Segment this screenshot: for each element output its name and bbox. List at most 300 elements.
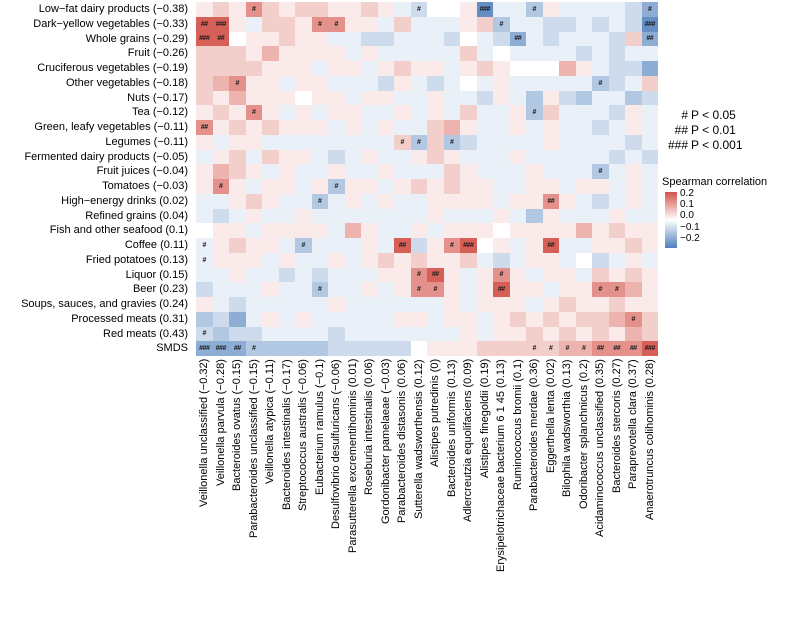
heatmap-cell [196,32,213,47]
heatmap-cell [196,223,213,238]
heatmap-cell [427,268,444,283]
heatmap-grid [196,2,658,356]
heatmap-cell [295,120,312,135]
colorbar-tick-labels [680,188,700,244]
heatmap-cell [279,120,296,135]
row-label: Coffee (0.11) [124,239,188,251]
heatmap-cell [526,268,543,283]
heatmap-cell [394,209,411,224]
heatmap-cell [559,253,576,268]
row-axis-labels [0,2,192,356]
heatmap-cell [625,282,642,297]
heatmap-cell [592,135,609,150]
heatmap-cell [510,61,527,76]
significance-mark: # [417,138,421,146]
row-label: Other vegetables (−0.18) [66,76,188,89]
heatmap-cell [246,76,263,91]
heatmap-cell [345,120,362,135]
heatmap-cell [460,223,477,238]
heatmap-cell [526,61,543,76]
heatmap-cell [213,341,230,356]
column-label: Alistipes finegoldii (0.19) [478,359,491,479]
heatmap-cell [196,297,213,312]
heatmap-cell [592,282,609,297]
row-label: High−energy drinks (0.02) [61,194,188,207]
heatmap-cell [609,135,626,150]
heatmap-cell [378,282,395,297]
heatmap-cell [642,238,659,253]
heatmap-cell [642,327,659,342]
column-label: Bacteroides ovatus (−0.15) [231,359,243,491]
heatmap-cell [361,76,378,91]
heatmap-cell [444,312,461,327]
colorbar-tick: 0.0 [680,210,694,222]
heatmap-cell [328,17,345,32]
heatmap-cell [609,179,626,194]
heatmap-cell [642,164,659,179]
heatmap-cell [543,2,560,17]
heatmap-cell [328,32,345,47]
row-label: Fish and other seafood (0.1) [49,224,188,237]
heatmap-cell [213,32,230,47]
heatmap-cell [345,46,362,61]
heatmap-cell [262,194,279,209]
heatmap-cell [526,135,543,150]
significance-mark: # [631,315,635,323]
heatmap-cell [444,268,461,283]
heatmap-cell [592,312,609,327]
heatmap-cell [246,135,263,150]
significance-mark: # [400,138,404,146]
column-label: Desulfovibrio desulfuricans (−0.06) [330,359,342,529]
row-label: Beer (0.23) [132,283,188,296]
heatmap-cell [526,46,543,61]
heatmap-cell [592,253,609,268]
heatmap-cell [229,91,246,106]
significance-mark: ### [644,20,655,28]
heatmap-cell [444,282,461,297]
heatmap-cell [262,341,279,356]
heatmap-cell [427,223,444,238]
heatmap-cell [526,194,543,209]
heatmap-cell [625,312,642,327]
heatmap-cell [642,297,659,312]
heatmap-cell [510,17,527,32]
heatmap-cell [609,105,626,120]
heatmap-cell [279,223,296,238]
heatmap-cell [477,61,494,76]
heatmap-cell [642,209,659,224]
heatmap-cell [213,253,230,268]
heatmap-cell [576,135,593,150]
heatmap-cell [559,91,576,106]
heatmap-cell [328,312,345,327]
heatmap-cell [378,135,395,150]
heatmap-cell [609,268,626,283]
heatmap-cell [345,17,362,32]
heatmap-cell [262,17,279,32]
heatmap-cell [279,179,296,194]
heatmap-cell [427,297,444,312]
heatmap-cell [394,282,411,297]
heatmap-cell [328,76,345,91]
significance-mark: ### [215,20,226,28]
heatmap-cell [477,297,494,312]
heatmap-cell [592,268,609,283]
heatmap-cell [576,32,593,47]
heatmap-cell [394,341,411,356]
heatmap-cell [361,327,378,342]
heatmap-cell [411,105,428,120]
heatmap-cell [328,327,345,342]
heatmap-cell [229,105,246,120]
heatmap-cell [526,223,543,238]
heatmap-cell [444,17,461,32]
heatmap-cell [213,17,230,32]
row-label: Whole grains (−0.29) [85,32,188,45]
heatmap-cell [246,341,263,356]
heatmap-cell [625,209,642,224]
heatmap-cell [213,179,230,194]
heatmap-cell [427,76,444,91]
heatmap-cell [361,120,378,135]
heatmap-cell [510,209,527,224]
column-label: Paraprevotella clara (0.37) [627,359,639,489]
heatmap-cell [444,46,461,61]
heatmap-cell [229,76,246,91]
heatmap-cell [444,209,461,224]
heatmap-cell [477,268,494,283]
heatmap-cell [213,282,230,297]
significance-mark: # [252,109,256,117]
column-label: Veillonella atypica (−0.11) [264,359,276,484]
heatmap-cell [559,179,576,194]
heatmap-cell [609,209,626,224]
heatmap-cell [279,282,296,297]
heatmap-cell [510,327,527,342]
heatmap-cell [229,327,246,342]
heatmap-cell [625,253,642,268]
significance-mark: # [598,168,602,176]
heatmap-cell [510,2,527,17]
heatmap-cell [609,223,626,238]
heatmap-cell [411,268,428,283]
heatmap-cell [312,2,329,17]
heatmap-cell [378,268,395,283]
heatmap-cell [493,253,510,268]
heatmap-cell [378,120,395,135]
heatmap-cell [444,341,461,356]
heatmap-cell [642,179,659,194]
heatmap-cell [543,194,560,209]
heatmap-cell [378,223,395,238]
heatmap-cell [312,253,329,268]
heatmap-cell [559,297,576,312]
heatmap-cell [361,268,378,283]
heatmap-cell [378,17,395,32]
heatmap-cell [609,61,626,76]
significance-mark: # [499,20,503,28]
heatmap-cell [312,150,329,165]
heatmap-cell [246,164,263,179]
heatmap-cell [559,61,576,76]
heatmap-cell [345,238,362,253]
heatmap-cell [229,238,246,253]
significance-legend-line [662,108,788,123]
significance-mark: ### [215,345,226,353]
column-label: Erysipelotrichaceae bacterium 6 1 45 (0.13) [495,359,507,572]
heatmap-cell [361,194,378,209]
heatmap-cell [411,150,428,165]
heatmap-cell [493,17,510,32]
column-label: Veillonella unclassified (−0.32) [198,359,210,508]
heatmap-cell [345,268,362,283]
significance-mark: # [648,5,652,13]
significance-mark: # [334,182,338,190]
heatmap-cell [394,120,411,135]
heatmap-cell [328,61,345,76]
heatmap-cell [196,91,213,106]
heatmap-cell [460,297,477,312]
heatmap-cell [625,341,642,356]
heatmap-cell [526,17,543,32]
heatmap-cell [361,253,378,268]
heatmap-cell [394,76,411,91]
heatmap-cell [411,194,428,209]
heatmap-cell [279,135,296,150]
heatmap-cell [592,223,609,238]
heatmap-cell [262,327,279,342]
significance-mark: # [318,20,322,28]
heatmap-cell [378,91,395,106]
heatmap-cell [510,238,527,253]
heatmap-cell [526,120,543,135]
heatmap-cell [526,282,543,297]
significance-mark: # [615,286,619,294]
heatmap-cell [477,2,494,17]
heatmap-cell [493,238,510,253]
column-label: Bilophila wadsworthia (0.13) [561,359,573,497]
heatmap-cell [642,105,659,120]
heatmap-cell [229,46,246,61]
heatmap-cell [592,17,609,32]
heatmap-cell [345,61,362,76]
heatmap-cell [444,76,461,91]
heatmap-cell [246,209,263,224]
heatmap-cell [345,341,362,356]
heatmap-cell [295,194,312,209]
heatmap-cell [460,209,477,224]
heatmap-cell [427,327,444,342]
heatmap-cell [559,32,576,47]
heatmap-cell [477,327,494,342]
heatmap-cell [345,179,362,194]
heatmap-cell [609,17,626,32]
heatmap-cell [312,105,329,120]
heatmap-cell [229,120,246,135]
heatmap-cell [394,61,411,76]
heatmap-cell [229,179,246,194]
heatmap-cell [427,32,444,47]
heatmap-cell [295,209,312,224]
heatmap-cell [394,91,411,106]
heatmap-cell [592,2,609,17]
heatmap-cell [609,46,626,61]
heatmap-cell [526,341,543,356]
heatmap-cell [213,209,230,224]
heatmap-cell [543,327,560,342]
row-label: Tomatoes (−0.03) [102,180,188,192]
heatmap-cell [477,120,494,135]
heatmap-cell [279,61,296,76]
heatmap-cell [559,268,576,283]
row-label: Fermented dairy products (−0.05) [24,150,188,163]
heatmap-cell [460,164,477,179]
significance-legend-line [662,138,788,153]
heatmap-cell [592,120,609,135]
heatmap-cell [229,223,246,238]
heatmap-cell [213,61,230,76]
heatmap-cell [592,238,609,253]
heatmap-cell [213,120,230,135]
heatmap-cell [477,91,494,106]
heatmap-cell [361,150,378,165]
heatmap-cell [328,297,345,312]
heatmap-cell [312,268,329,283]
heatmap-cell [427,209,444,224]
heatmap-cell [345,253,362,268]
heatmap-cell [609,282,626,297]
heatmap-cell [592,194,609,209]
colorbar-gradient [665,192,677,248]
heatmap-cell [246,105,263,120]
heatmap-cell [460,253,477,268]
heatmap-cell [361,223,378,238]
heatmap-cell [526,297,543,312]
heatmap-cell [625,46,642,61]
heatmap-cell [246,194,263,209]
significance-mark: # [252,345,256,353]
heatmap-cell [493,327,510,342]
heatmap-cell [559,135,576,150]
heatmap-cell [279,17,296,32]
heatmap-cell [378,238,395,253]
heatmap-cell [312,312,329,327]
heatmap-cell [609,2,626,17]
significance-mark: # [334,20,338,28]
heatmap-cell [213,327,230,342]
heatmap-cell [493,209,510,224]
heatmap-cell [246,297,263,312]
heatmap-cell [576,312,593,327]
heatmap-cell [625,297,642,312]
heatmap-cell [279,91,296,106]
heatmap-cell [477,282,494,297]
heatmap-cell [427,46,444,61]
heatmap-cell [411,253,428,268]
heatmap-cell [328,91,345,106]
heatmap-cell [196,209,213,224]
heatmap-cell [378,61,395,76]
heatmap-cell [394,32,411,47]
heatmap-cell [295,238,312,253]
significance-mark: ## [200,123,208,131]
heatmap-cell [609,91,626,106]
heatmap-cell [213,297,230,312]
heatmap-cell [279,341,296,356]
heatmap-cell [328,194,345,209]
heatmap-cell [477,46,494,61]
heatmap-cell [345,297,362,312]
heatmap-cell [246,150,263,165]
heatmap-cell [526,2,543,17]
significance-mark: ## [497,286,505,294]
heatmap-cell [543,105,560,120]
significance-mark: # [252,5,256,13]
significance-mark: # [598,286,602,294]
heatmap-cell [576,105,593,120]
heatmap-cell [625,61,642,76]
heatmap-cell [295,91,312,106]
heatmap-cell [493,268,510,283]
heatmap-cell [642,253,659,268]
heatmap-cell [279,312,296,327]
heatmap-cell [642,223,659,238]
heatmap-cell [262,164,279,179]
heatmap-cell [642,17,659,32]
heatmap-cell [262,238,279,253]
heatmap-cell [592,164,609,179]
heatmap-cell [328,150,345,165]
heatmap-cell [543,76,560,91]
heatmap-cell [345,194,362,209]
heatmap-cell [592,105,609,120]
heatmap-cell [477,209,494,224]
heatmap-cell [642,268,659,283]
heatmap-cell [543,297,560,312]
column-label: Parabacteroides merdae (0.36) [528,359,540,512]
heatmap-cell [295,2,312,17]
heatmap-cell [576,61,593,76]
heatmap-cell [526,327,543,342]
heatmap-cell [312,223,329,238]
heatmap-cell [526,209,543,224]
heatmap-cell [625,17,642,32]
heatmap-cell [312,17,329,32]
heatmap-cell [411,91,428,106]
heatmap-cell [411,164,428,179]
heatmap-cell [477,179,494,194]
heatmap-cell [493,179,510,194]
heatmap-cell [493,120,510,135]
heatmap-cell [444,105,461,120]
heatmap-cell [609,327,626,342]
heatmap-cell [262,46,279,61]
heatmap-cell [312,297,329,312]
heatmap-cell [411,32,428,47]
heatmap-cell [229,2,246,17]
heatmap-cell [559,209,576,224]
heatmap-cell [345,76,362,91]
significance-threshold: P < 0.001 [691,138,743,152]
heatmap-cell [229,194,246,209]
heatmap-cell [625,238,642,253]
heatmap-cell [559,312,576,327]
heatmap-cell [378,179,395,194]
heatmap-cell [543,61,560,76]
heatmap-cell [427,120,444,135]
heatmap-cell [246,238,263,253]
